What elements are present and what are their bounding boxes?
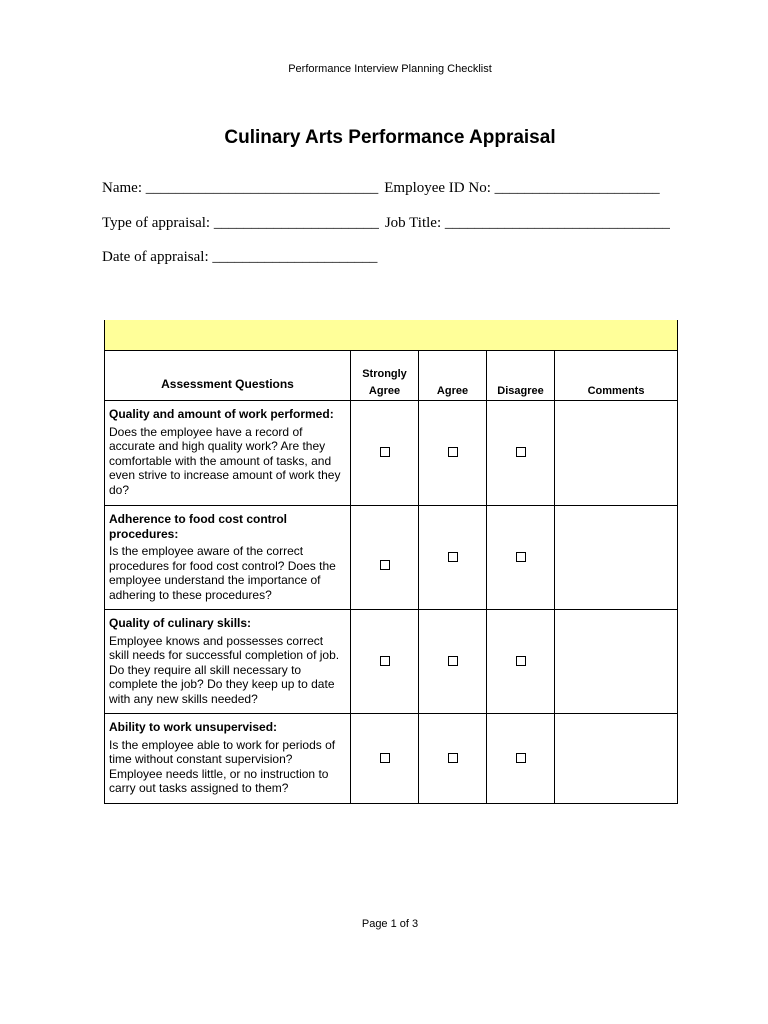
question-cell bbox=[105, 506, 351, 610]
question-text: Does the employee have a record of accurate and high quality work? Are they comfortable with the amount of tasks, and even strive to increase amount of work they do? bbox=[109, 424, 341, 497]
comments-cell[interactable] bbox=[555, 506, 678, 610]
strongly-agree-checkbox[interactable] bbox=[380, 753, 390, 763]
comments-cell[interactable] bbox=[555, 610, 678, 714]
col-header-strongly-agree bbox=[351, 351, 419, 401]
question-title: Adherence to food cost control procedures: bbox=[109, 512, 288, 541]
disagree-checkbox[interactable] bbox=[516, 447, 526, 457]
table-header-band bbox=[105, 320, 678, 351]
agree-checkbox[interactable] bbox=[448, 552, 458, 562]
table-row bbox=[105, 506, 678, 610]
agree-cell bbox=[419, 506, 487, 610]
page-number: Page 1 of 3 bbox=[361, 918, 419, 930]
disagree-checkbox[interactable] bbox=[516, 552, 526, 562]
table-row bbox=[105, 401, 678, 506]
page-title: Culinary Arts Performance Appraisal bbox=[224, 127, 556, 148]
employee-id-field[interactable]: Employee ID No: ______________________ bbox=[384, 180, 660, 196]
col-header-disagree: Disagree bbox=[487, 351, 555, 401]
question-cell bbox=[105, 714, 351, 804]
comments-cell[interactable] bbox=[555, 401, 678, 506]
name-employee-id-line bbox=[102, 180, 660, 197]
appraisal-date-field[interactable]: Date of appraisal: ______________________ bbox=[102, 249, 378, 265]
disagree-cell bbox=[487, 506, 555, 610]
table-row bbox=[105, 610, 678, 714]
col-header-questions: Assessment Questions bbox=[105, 351, 351, 401]
disagree-cell bbox=[487, 714, 555, 804]
col-header-comments: Comments bbox=[555, 351, 678, 401]
question-text: Is the employee aware of the correct procedures for food cost control? Does the employee understand the importance of adhering to these procedures? bbox=[109, 544, 336, 602]
table-row bbox=[105, 714, 678, 804]
question-title: Quality of culinary skills: bbox=[109, 616, 252, 630]
disagree-cell bbox=[487, 610, 555, 714]
question-text: Employee knows and possesses correct skill needs for successful completion of job. Do they require all skill necessary to complete the job? Do they keep up to date with any new skills needed? bbox=[109, 633, 340, 706]
type-job-title-line bbox=[102, 215, 670, 232]
strongly-agree-cell bbox=[351, 506, 419, 610]
appraisal-type-field[interactable]: Type of appraisal: ______________________ bbox=[102, 215, 379, 231]
question-cell bbox=[105, 401, 351, 506]
job-title-field[interactable]: Job Title: ______________________________ bbox=[384, 215, 670, 231]
strongly-agree-cell bbox=[351, 714, 419, 804]
date-line bbox=[102, 249, 377, 266]
agree-cell bbox=[419, 610, 487, 714]
question-title: Quality and amount of work performed: bbox=[109, 407, 334, 421]
agree-cell bbox=[419, 714, 487, 804]
assessment-table bbox=[104, 320, 678, 804]
strongly-agree-cell bbox=[351, 610, 419, 714]
disagree-checkbox[interactable] bbox=[516, 753, 526, 763]
disagree-cell bbox=[487, 401, 555, 506]
name-field[interactable]: Name: _______________________________ bbox=[102, 180, 379, 196]
agree-cell bbox=[419, 401, 487, 506]
question-title: Ability to work unsupervised: bbox=[109, 720, 278, 734]
question-text: Is the employee able to work for periods of time without constant supervision? Employee needs little, or no instruction to carry out tasks assigned to them? bbox=[109, 737, 336, 795]
col-header-agree: Agree bbox=[419, 351, 487, 401]
disagree-checkbox[interactable] bbox=[516, 656, 526, 666]
agree-checkbox[interactable] bbox=[448, 656, 458, 666]
comments-cell[interactable] bbox=[555, 714, 678, 804]
strongly-agree-cell bbox=[351, 401, 419, 506]
agree-checkbox[interactable] bbox=[448, 753, 458, 763]
strongly-agree-checkbox[interactable] bbox=[380, 560, 390, 570]
question-cell bbox=[105, 610, 351, 714]
agree-checkbox[interactable] bbox=[448, 447, 458, 457]
strongly-agree-checkbox[interactable] bbox=[380, 447, 390, 457]
table-header-row bbox=[105, 351, 678, 401]
agree-sub-label: Agree bbox=[368, 385, 401, 397]
strongly-agree-checkbox[interactable] bbox=[380, 656, 390, 666]
strongly-label: Strongly bbox=[362, 368, 407, 380]
page-header: Performance Interview Planning Checklist bbox=[288, 63, 492, 75]
